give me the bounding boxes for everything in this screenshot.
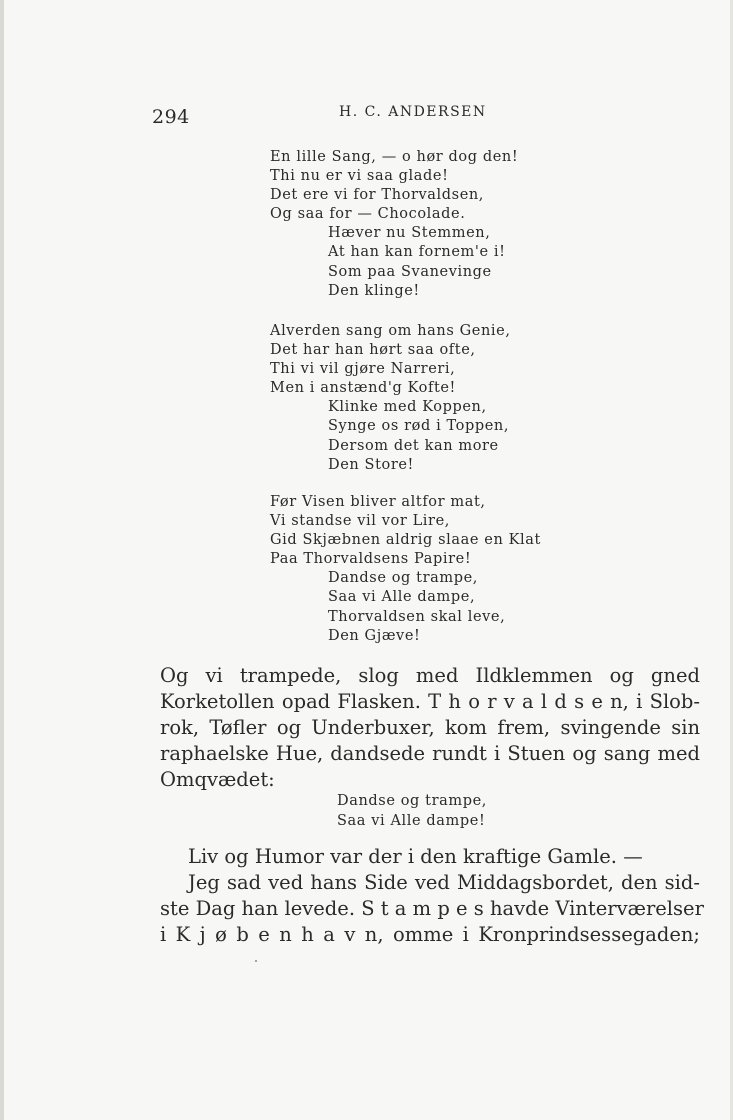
- refrain-line: Dandse og trampe,: [337, 793, 487, 809]
- poem-line-indented: Dandse og trampe,: [328, 570, 478, 587]
- prose-line: rok, Tøfler og Underbuxer, kom frem, svingende sin: [160, 716, 700, 739]
- poem-line: Gid Skjæbnen aldrig slaae en Klat: [270, 532, 541, 549]
- poem-line-indented: Dersom det kan more: [328, 437, 499, 454]
- running-head: H. C. ANDERSEN: [339, 104, 487, 120]
- poem-line: Det har han hørt saa ofte,: [270, 342, 476, 359]
- poem-stanza-2: [270, 322, 511, 475]
- prose-line: Liv og Humor var der i den kraftige Gamle. —: [188, 845, 643, 868]
- poem-line: En lille Sang, — o hør dog den!: [270, 149, 519, 165]
- page-number: 294: [152, 106, 190, 128]
- poem-line: Vi standse vil vor Lire,: [270, 513, 450, 530]
- poem-line: Thi nu er vi saa glade!: [270, 168, 449, 185]
- poem-line: Thi vi vil gjøre Narreri,: [270, 361, 456, 378]
- poem-line-indented: Saa vi Alle dampe,: [328, 589, 476, 606]
- poem-line: Før Visen bliver altfor mat,: [270, 494, 486, 510]
- poem-line-indented: Den klinge!: [328, 282, 420, 299]
- page-edge-left: [0, 0, 4, 1120]
- prose-paragraph-2: [160, 844, 704, 948]
- poem-line-indented: Thorvaldsen skal leve,: [328, 608, 506, 625]
- prose-line: i K j ø b e n h a v n, omme i Kronprindsessegaden;: [160, 923, 700, 946]
- page-header: [152, 104, 492, 128]
- poem-line: Det ere vi for Thorvaldsen,: [270, 187, 485, 204]
- poem-line: Paa Thorvaldsens Papire!: [270, 551, 472, 568]
- refrain-line: Saa vi Alle dampe!: [337, 812, 486, 829]
- poem-line-indented: Klinke med Koppen,: [328, 399, 487, 416]
- prose-paragraph-1: [160, 663, 700, 793]
- prose-line: Og vi trampede, slog med Ildklemmen og gned: [160, 664, 700, 687]
- poem-stanza-1: [270, 148, 518, 301]
- poem-line-indented: Hæver nu Stemmen,: [328, 225, 491, 242]
- prose-line: ste Dag han levede. S t a m p e s havde Vinterværelser: [160, 897, 704, 920]
- poem-line-indented: Den Store!: [328, 456, 414, 473]
- prose-line: raphaelske Hue, dandsede rundt i Stuen og sang med: [160, 742, 700, 765]
- poem-line: Og saa for — Chocolade.: [270, 206, 466, 223]
- prose-line: Omqvædet:: [160, 768, 275, 791]
- poem-line-indented: Som paa Svanevinge: [328, 263, 492, 280]
- poem-line: Men i anstænd'g Kofte!: [270, 380, 456, 397]
- poem-line-indented: At han kan fornem'e i!: [328, 244, 506, 261]
- prose-line: Jeg sad ved hans Side ved Middagsbordet, den sid-: [188, 871, 700, 894]
- prose-line: Korketollen opad Flasken. T h o r v a l d s e n, i Slob-: [160, 690, 700, 713]
- refrain: [337, 792, 487, 831]
- poem-line-indented: Den Gjæve!: [328, 627, 421, 644]
- poem-stanza-3: [270, 493, 541, 646]
- poem-line-indented: Synge os rød i Toppen,: [328, 418, 510, 435]
- poem-line: Alverden sang om hans Genie,: [270, 323, 511, 339]
- speck-mark: [255, 960, 257, 962]
